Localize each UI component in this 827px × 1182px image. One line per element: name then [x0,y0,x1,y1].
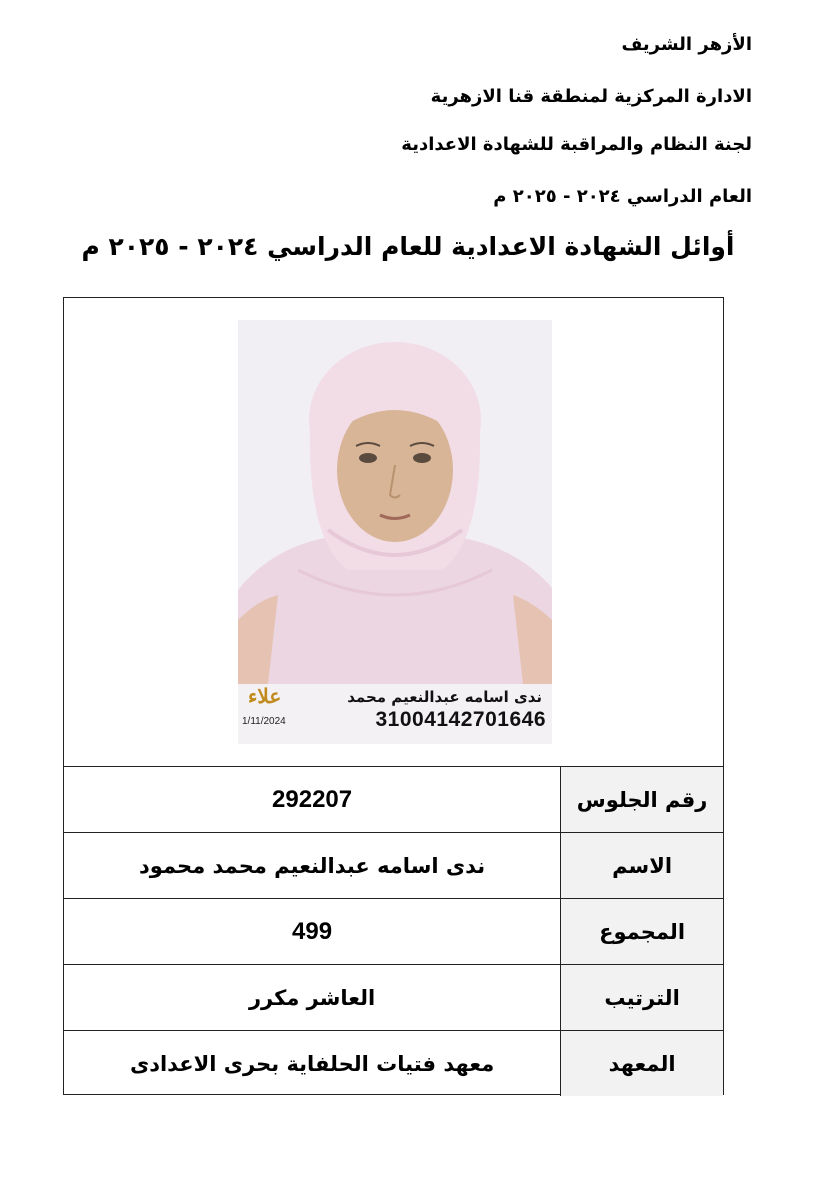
photo-caption-name: ندى اسامه عبدالنعيم محمد [347,688,542,706]
header-administration: الادارة المركزية لمنطقة قنا الازهرية [430,86,752,107]
photo-caption-national-id: 31004142701646 [375,708,546,731]
institute-value: معهد فتيات الحلفاية بحرى الاعدادى [64,1031,561,1097]
photo-section [64,298,723,767]
table-row [64,833,723,899]
header-committee: لجنة النظام والمراقبة للشهادة الاعدادية [401,134,752,155]
header-institution: الأزهر الشريف [621,34,752,55]
student-record-card [63,297,724,1095]
rank-value: العاشر مكرر [64,965,561,1031]
table-row [64,1031,723,1097]
total-score-value: 499 [64,899,561,965]
student-info-table [64,767,723,1096]
portrait-illustration [238,320,552,744]
table-row [64,965,723,1031]
table-row [64,899,723,965]
studio-logo: علاء [248,684,282,708]
seat-number-label: رقم الجلوس [561,767,723,833]
page-title: أوائل الشهادة الاعدادية للعام الدراسي ٢٠٢٤ - ٢٠٢٥ م [81,232,735,261]
header-academic-year: العام الدراسي ٢٠٢٤ - ٢٠٢٥ م [493,186,752,207]
institute-label: المعهد [561,1031,723,1097]
table-row [64,767,723,833]
student-photo [238,320,552,744]
seat-number-value: 292207 [64,767,561,833]
photo-date: 1/11/2024 [242,716,286,727]
total-score-label: المجموع [561,899,723,965]
student-name-label: الاسم [561,833,723,899]
student-name-value: ندى اسامه عبدالنعيم محمد محمود [64,833,561,899]
photo-caption [238,684,552,744]
rank-label: الترتيب [561,965,723,1031]
